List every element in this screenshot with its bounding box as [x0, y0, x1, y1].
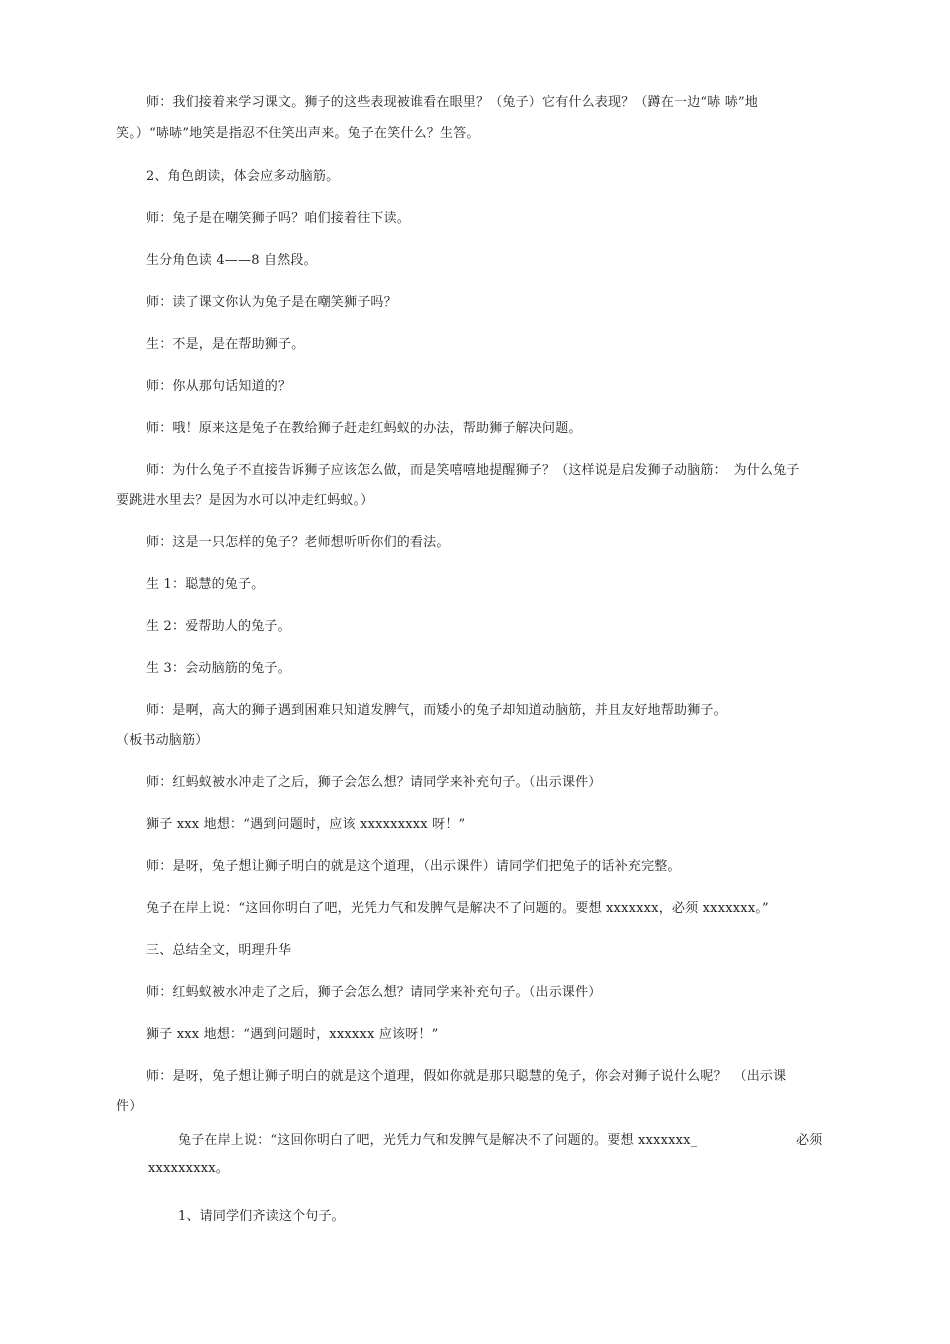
paragraph-line: 师：我们接着来学习课文。狮子的这些表现被谁看在眼里？（兔子）它有什么表现？（蹲在一边“哧 哧”地 [146, 95, 759, 110]
paragraph-line: 师：红蚂蚁被水冲走了之后，狮子会怎么想？请同学来补充句子。（出示课件） [146, 775, 602, 790]
paragraph-line: 师：读了课文你认为兔子是在嘲笑狮子吗？ [146, 295, 397, 310]
section-heading: 三、总结全文，明理升华 [146, 943, 292, 958]
paragraph-line: 生 3：会动脑筋的兔子。 [146, 661, 291, 676]
paragraph-line: 狮子 xxx 地想：“遇到问题时，xxxxxx 应该呀！” [146, 1027, 439, 1042]
paragraph-line: （板书动脑筋） [116, 733, 209, 748]
paragraph-line: 狮子 xxx 地想：“遇到问题时，应该 xxxxxxxxx 呀！” [146, 817, 466, 832]
paragraph-line: 师：是呀，兔子想让狮子明白的就是这个道理，假如你就是那只聪慧的兔子，你会对狮子说什么呢？ （出示课 [146, 1069, 787, 1084]
paragraph-line: 师：兔子是在嘲笑狮子吗？咱们接着往下读。 [146, 211, 411, 226]
paragraph-line: 兔子在岸上说：“这回你明白了吧，光凭力气和发脾气是解决不了问题的。要想 xxxxxxx，必须 xxxxxxx。” [146, 901, 769, 916]
paragraph-line: 件） [116, 1099, 143, 1114]
paragraph-line: 1、请同学们齐读这个句子。 [178, 1209, 345, 1224]
paragraph-line: 师：你从那句话知道的？ [146, 379, 292, 394]
paragraph-line: 师：这是一只怎样的兔子？老师想听听你们的看法。 [146, 535, 450, 550]
paragraph-line: 师：哦！原来这是兔子在教给狮子赶走红蚂蚁的办法，帮助狮子解决问题。 [146, 421, 582, 436]
paragraph-line: 师：是呀，兔子想让狮子明白的就是这个道理，（出示课件）请同学们把兔子的话补充完整。 [146, 859, 681, 874]
paragraph-line: 生 2：爱帮助人的兔子。 [146, 619, 291, 634]
paragraph-line: 生分角色读 4——8 自然段。 [146, 253, 317, 268]
paragraph-line: 师：红蚂蚁被水冲走了之后，狮子会怎么想？请同学来补充句子。（出示课件） [146, 985, 602, 1000]
paragraph-line: 必须 [796, 1133, 823, 1148]
paragraph-line: 师：是啊，高大的狮子遇到困难只知道发脾气，而矮小的兔子却知道动脑筋，并且友好地帮助狮子。 [146, 703, 727, 718]
paragraph-line: 要跳进水里去？是因为水可以冲走红蚂蚁。） [116, 493, 374, 508]
paragraph-line: 兔子在岸上说：“这回你明白了吧，光凭力气和发脾气是解决不了问题的。要想 xxxxxxx_ [178, 1133, 698, 1148]
paragraph-line: 生 1：聪慧的兔子。 [146, 577, 265, 592]
paragraph-line: xxxxxxxxx。 [148, 1161, 229, 1176]
paragraph-line: 生：不是，是在帮助狮子。 [146, 337, 305, 352]
paragraph-line: 笑。）“哧哧”地笑是指忍不住笑出声来。兔子在笑什么？生答。 [116, 126, 480, 141]
section-heading: 2、角色朗读，体会应多动脑筋。 [146, 169, 340, 184]
paragraph-line: 师：为什么兔子不直接告诉狮子应该怎么做，而是笑嘻嘻地提醒狮子？（这样说是启发狮子动脑筋： 为什么兔子 [146, 463, 800, 478]
